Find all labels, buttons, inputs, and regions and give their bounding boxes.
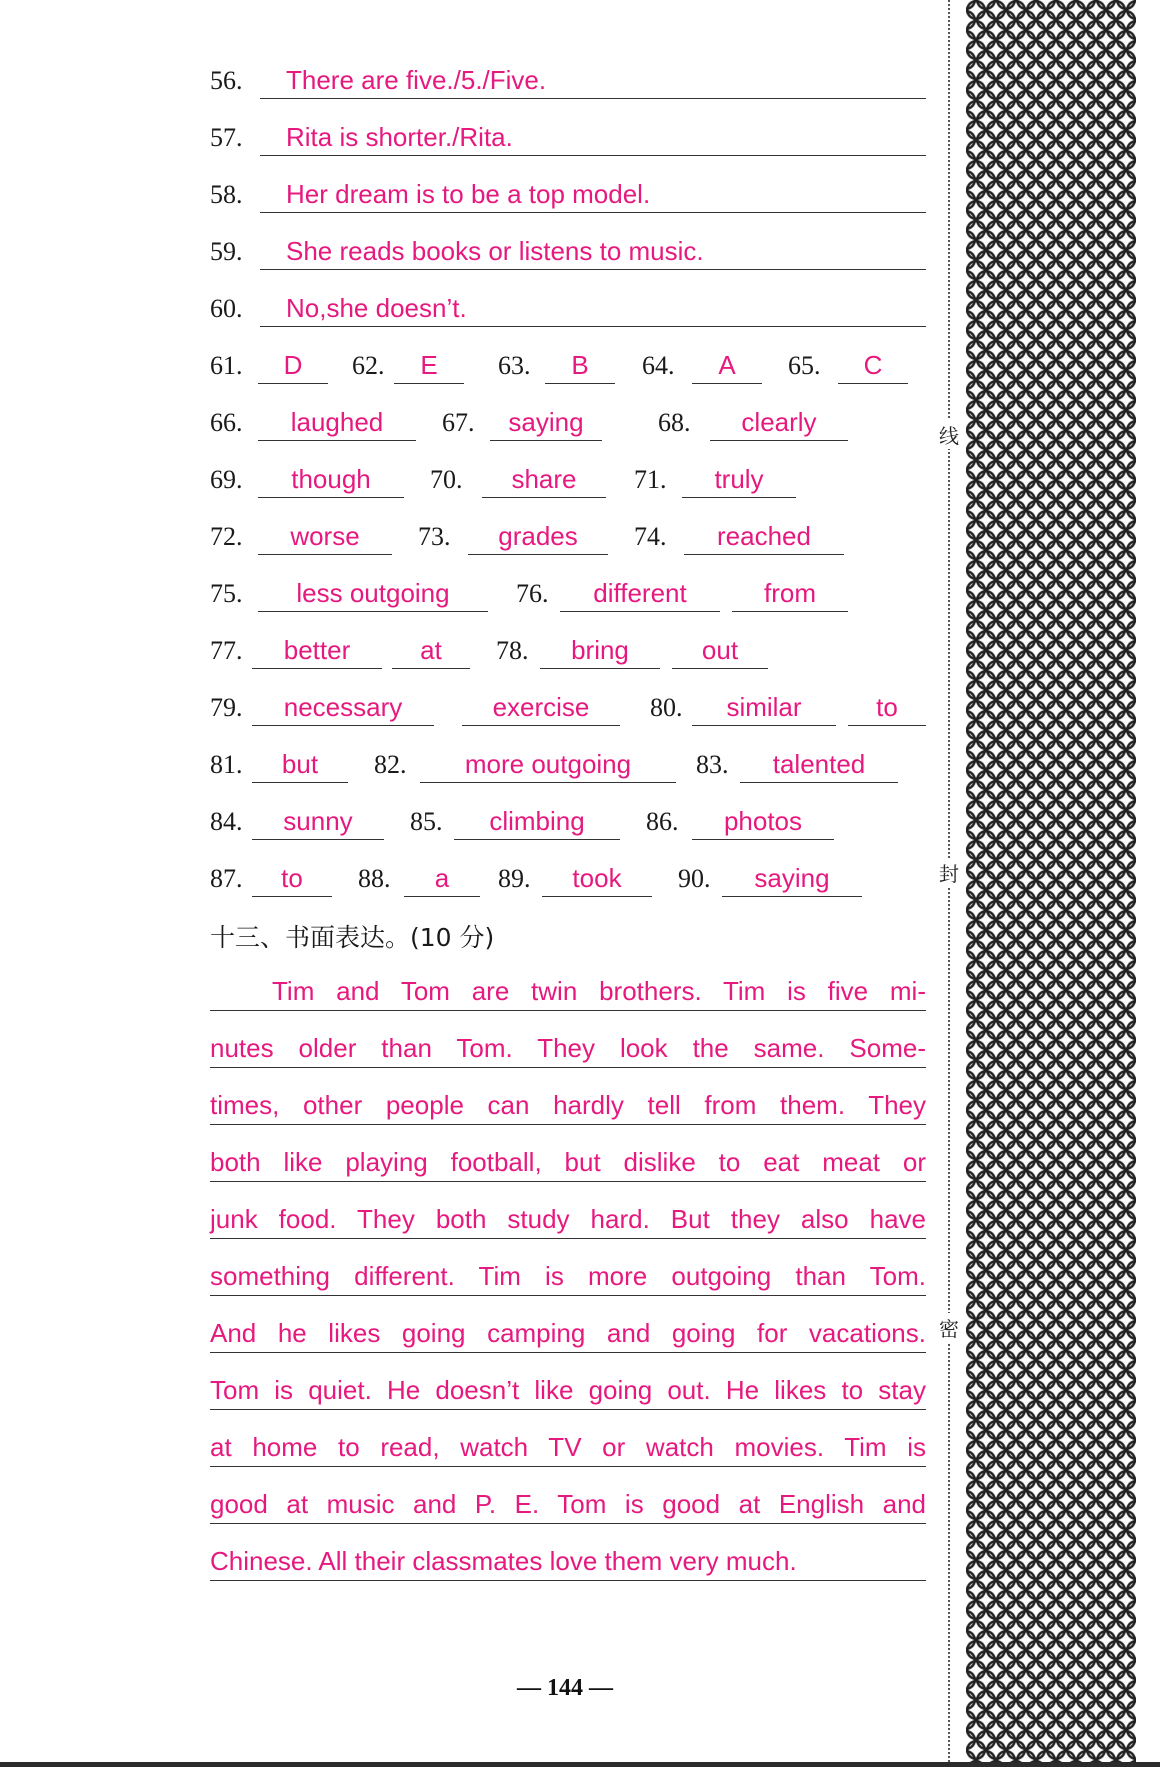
answer-blank (258, 461, 404, 498)
answer-blank (672, 632, 768, 669)
answer-blank (560, 575, 720, 612)
question-number: 77. (210, 636, 243, 665)
answer-blank (420, 746, 676, 783)
question-number: 75. (210, 579, 243, 608)
answer-text: climbing (489, 806, 585, 836)
answer-text: exercise (492, 692, 590, 722)
answer-text: talented (772, 749, 866, 779)
question-number: 85. (410, 807, 443, 836)
answer-text: took (572, 863, 622, 893)
question-number: 63. (498, 351, 531, 380)
answer-blank (392, 632, 470, 669)
answer-blank (258, 404, 416, 441)
question-number: 62. (352, 351, 385, 380)
answer-blank (462, 689, 620, 726)
question-number: 66. (210, 408, 243, 437)
answer-row-84-86 (210, 803, 926, 843)
page-number: — 144 — (517, 1675, 613, 1701)
answer-text: Her dream is to be a top model. (286, 179, 651, 209)
answer-blank (260, 119, 926, 156)
bottom-bar (0, 1762, 1160, 1767)
answer-blank (732, 575, 848, 612)
question-number: 71. (634, 465, 667, 494)
answer-blank (252, 689, 434, 726)
section-title: 十三、书面表达。(10 分) (210, 923, 495, 952)
answer-text: photos (723, 806, 803, 836)
answer-blank (404, 860, 480, 897)
answer-text: No,she doesn’t. (286, 293, 467, 323)
essay-line (210, 1308, 926, 1353)
essay-line (210, 1479, 926, 1524)
essay-text: something different. Tim is more outgoing than Tom. (210, 1261, 926, 1291)
answer-text: truly (714, 464, 764, 494)
answer-blank (482, 461, 606, 498)
answer-text: worse (290, 521, 360, 551)
essay-line (210, 1422, 926, 1467)
answer-row-72-74 (210, 518, 926, 558)
answer-text: Rita is shorter./Rita. (286, 122, 513, 152)
answer-row-87-90 (210, 860, 926, 900)
answer-text: less outgoing (296, 578, 450, 608)
answer-text: a (434, 863, 450, 893)
answer-blank (468, 518, 608, 555)
decorative-pattern (966, 0, 1136, 1762)
question-number: 86. (646, 807, 679, 836)
essay-line (210, 1251, 926, 1296)
answer-row-69-71 (210, 461, 926, 501)
answer-blank (252, 632, 382, 669)
question-number: 58. (210, 180, 243, 209)
answer-blank (692, 803, 834, 840)
essay-text: good at music and P. E. Tom is good at English and (210, 1489, 926, 1519)
binding-char-mi: 密 (934, 1313, 964, 1342)
answer-blank (260, 233, 926, 270)
question-number: 80. (650, 693, 683, 722)
answer-blank (252, 746, 348, 783)
answer-row-81-83 (210, 746, 926, 786)
answer-text: laughed (290, 407, 384, 437)
answer-blank (545, 347, 615, 384)
essay-text: at home to read, watch TV or watch movies. Tim is (210, 1432, 926, 1462)
answer-text: bring (571, 635, 629, 665)
answer-blank (258, 518, 392, 555)
answer-row-60 (210, 290, 926, 330)
answer-blank (692, 347, 762, 384)
question-number: 59. (210, 237, 243, 266)
answer-blank (722, 860, 862, 897)
answer-row-79-80 (210, 689, 926, 729)
question-number: 89. (498, 864, 531, 893)
answer-text: more outgoing (464, 749, 632, 779)
answer-blank (692, 689, 836, 726)
question-number: 68. (658, 408, 691, 437)
question-number: 83. (696, 750, 729, 779)
answer-row-75-76 (210, 575, 926, 615)
essay-line (210, 1536, 926, 1581)
essay-line (210, 1023, 926, 1068)
answer-text: similar (726, 692, 802, 722)
question-number: 78. (496, 636, 529, 665)
answer-row-66-68 (210, 404, 926, 444)
question-number: 69. (210, 465, 243, 494)
binding-char-xian: 线 (934, 420, 964, 449)
answer-blank (684, 518, 844, 555)
essay-text: Chinese. All their classmates love them very much. (210, 1546, 797, 1576)
answer-blank (394, 347, 464, 384)
answer-blank (682, 461, 796, 498)
question-number: 81. (210, 750, 243, 779)
answer-text: grades (498, 521, 578, 551)
answer-blank (710, 404, 848, 441)
answer-text: to (876, 692, 898, 722)
question-number: 76. (516, 579, 549, 608)
answer-blank (252, 860, 332, 897)
essay-text: And he likes going camping and going for vacations. (210, 1318, 926, 1348)
question-number: 67. (442, 408, 475, 437)
answer-text: but (281, 749, 319, 779)
answer-text: saying (508, 407, 584, 437)
question-number: 56. (210, 66, 243, 95)
answer-text: from (764, 578, 816, 608)
question-number: 79. (210, 693, 243, 722)
answer-text: C (863, 350, 883, 380)
question-number: 57. (210, 123, 243, 152)
answer-text: share (511, 464, 577, 494)
essay-line (210, 1137, 926, 1182)
answer-text: There are five./5./Five. (286, 65, 547, 95)
question-number: 65. (788, 351, 821, 380)
binding-char-feng: 封 (934, 858, 964, 887)
essay-text: nutes older than Tom. They look the same. Some- (210, 1033, 926, 1063)
answer-blank (542, 860, 652, 897)
question-number: 90. (678, 864, 711, 893)
answer-text: B (571, 350, 589, 380)
answer-blank (838, 347, 908, 384)
answer-blank (848, 689, 926, 726)
essay-text: both like playing football, but dislike to eat meat or (210, 1147, 926, 1177)
answer-blank (258, 575, 488, 612)
answer-blank (260, 290, 926, 327)
essay-text: Tom is quiet. He doesn’t like going out. He likes to stay (210, 1375, 926, 1405)
answer-text: to (281, 863, 303, 893)
answer-text: E (420, 350, 438, 380)
question-number: 73. (418, 522, 451, 551)
answer-row-59 (210, 233, 926, 273)
essay-line (210, 1365, 926, 1410)
answer-row-77-78 (210, 632, 926, 672)
essay-line (210, 1194, 926, 1239)
essay-text: Tim and Tom are twin brothers. Tim is five mi- (272, 976, 926, 1006)
answer-row-58 (210, 176, 926, 216)
question-number: 74. (634, 522, 667, 551)
answer-blank (454, 803, 620, 840)
answer-row-56 (210, 62, 926, 102)
answer-text: necessary (283, 692, 403, 722)
answer-row-57 (210, 119, 926, 159)
question-number: 70. (430, 465, 463, 494)
answer-text: reached (717, 521, 811, 551)
answer-blank (260, 176, 926, 213)
answer-text: clearly (741, 407, 817, 437)
answer-text: better (283, 635, 351, 665)
question-number: 60. (210, 294, 243, 323)
answer-text: D (283, 350, 303, 380)
answer-text: sunny (283, 806, 353, 836)
question-number: 82. (374, 750, 407, 779)
answer-blank (490, 404, 602, 441)
answer-text: out (701, 635, 739, 665)
answer-row-61-65 (210, 347, 926, 387)
answer-blank (252, 803, 384, 840)
answer-text: different (593, 578, 687, 608)
answer-blank (540, 632, 660, 669)
essay-text: times, other people can hardly tell from them. They (210, 1090, 926, 1120)
question-number: 84. (210, 807, 243, 836)
question-number: 61. (210, 351, 243, 380)
essay-text: junk food. They both study hard. But they also have (210, 1204, 926, 1234)
essay-line (210, 1080, 926, 1125)
answer-blank (258, 347, 328, 384)
question-number: 87. (210, 864, 243, 893)
question-number: 64. (642, 351, 675, 380)
answer-text: She reads books or listens to music. (286, 236, 704, 266)
answer-text: A (718, 350, 736, 380)
answer-text: at (420, 635, 442, 665)
essay-line (210, 966, 926, 1011)
question-number: 88. (358, 864, 391, 893)
answer-blank (740, 746, 898, 783)
question-number: 72. (210, 522, 243, 551)
answer-text: saying (754, 863, 830, 893)
answer-blank (260, 62, 926, 99)
answer-text: though (291, 464, 371, 494)
